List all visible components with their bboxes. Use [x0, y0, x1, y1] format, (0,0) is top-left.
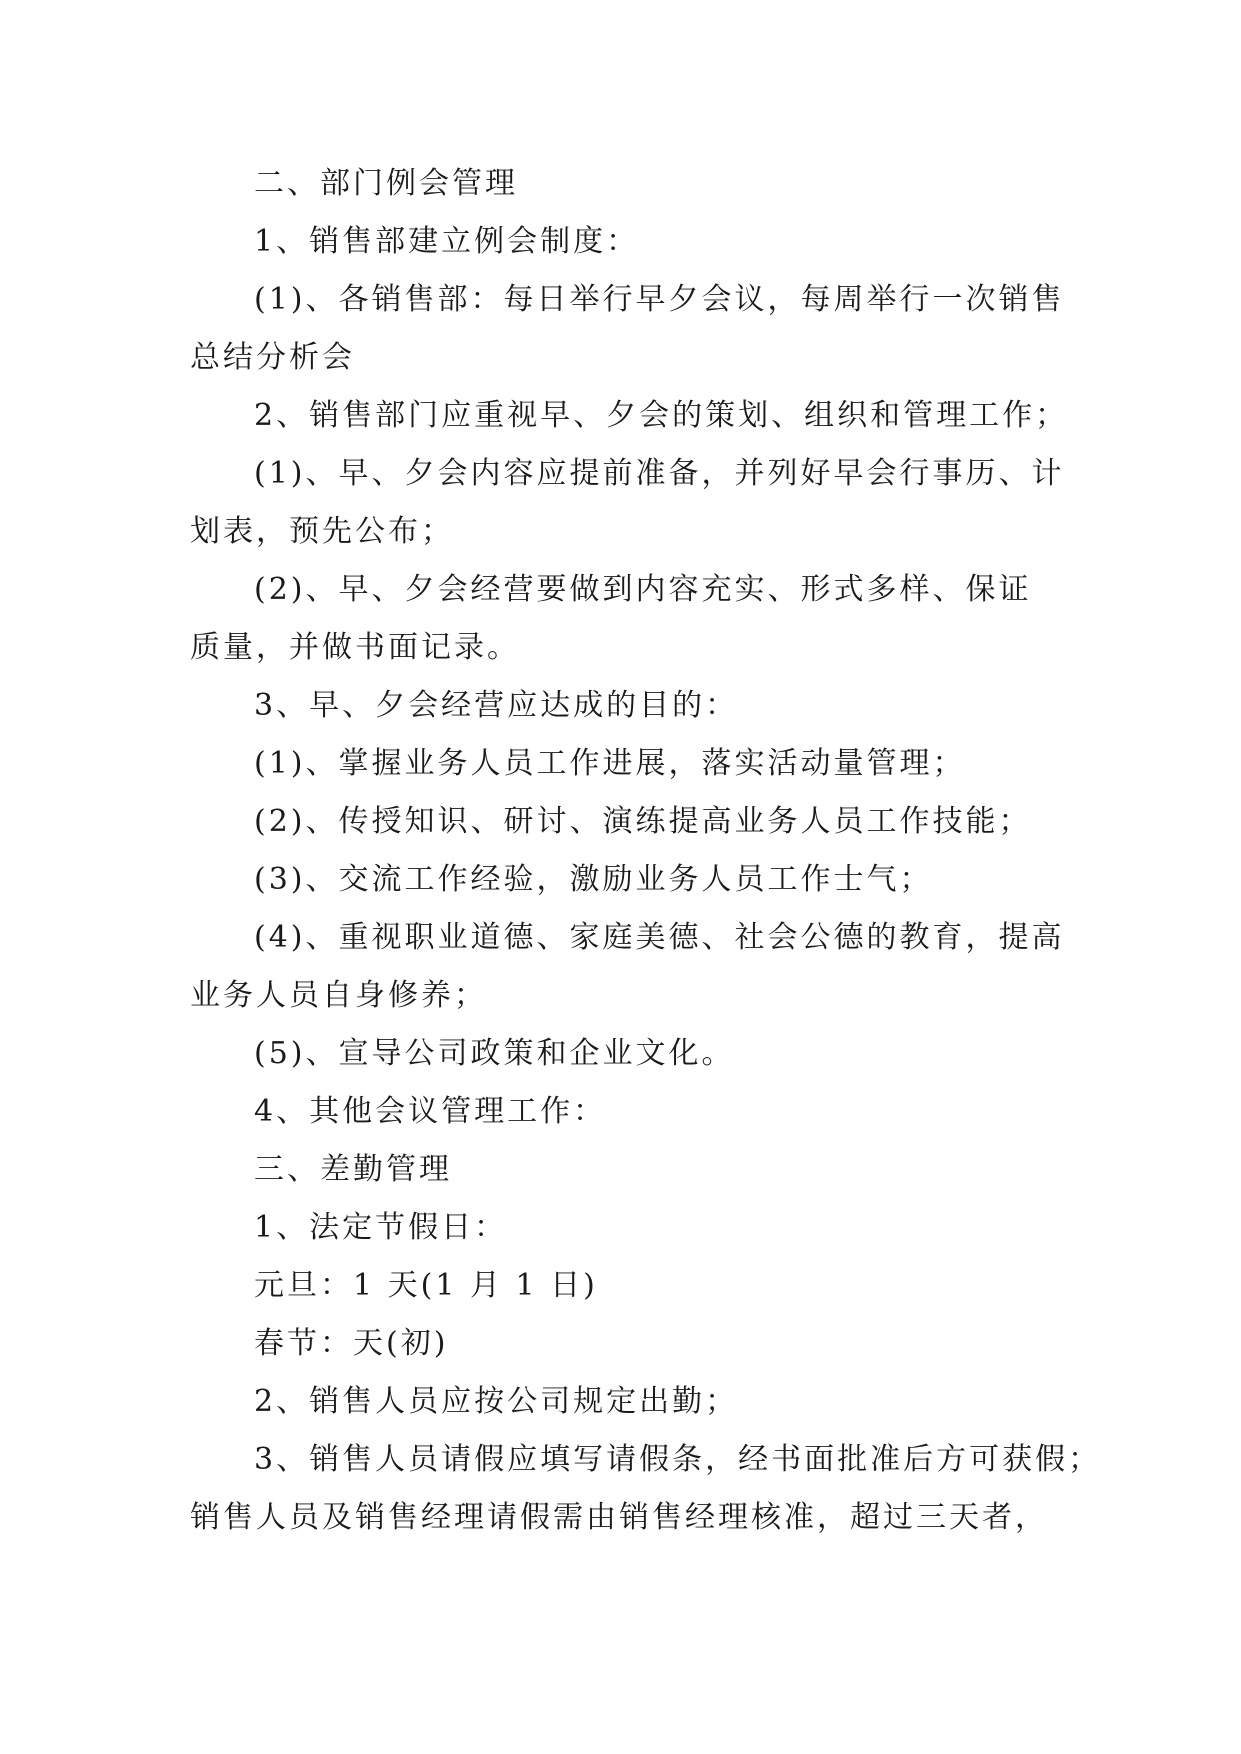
text-line: 元旦：1 天(1 月 1 日)	[254, 1268, 598, 1303]
text-line: 1、销售部建立例会制度：	[254, 224, 640, 259]
text-line: (3)、交流工作经验，激励业务人员工作士气；	[254, 862, 933, 897]
text-line: 总结分析会	[190, 340, 355, 375]
text-line: 质量，并做书面记录。	[190, 630, 520, 665]
text-line: (1)、各销售部：每日举行早夕会议，每周举行一次销售	[254, 282, 1065, 317]
text-line: 销售人员及销售经理请假需由销售经理核准，超过三天者，	[190, 1500, 1048, 1535]
text-line: 业务人员自身修养；	[190, 978, 487, 1013]
section-heading-attendance-management: 三、差勤管理	[254, 1152, 452, 1187]
text-line: (1)、早、夕会内容应提前准备，并列好早会行事历、计	[254, 456, 1065, 491]
text-line: 1、法定节假日：	[254, 1210, 508, 1245]
text-line: 2、销售人员应按公司规定出勤；	[254, 1384, 739, 1419]
text-line: (1)、掌握业务人员工作进展，落实活动量管理；	[254, 746, 966, 781]
text-line: 春节：天(初)	[254, 1326, 449, 1361]
text-line: 3、销售人员请假应填写请假条，经书面批准后方可获假；	[254, 1442, 1102, 1477]
text-line: 4、其他会议管理工作：	[254, 1094, 607, 1129]
text-line: (4)、重视职业道德、家庭美德、社会公德的教育，提高	[254, 920, 1065, 955]
text-line: 2、销售部门应重视早、夕会的策划、组织和管理工作；	[254, 398, 1069, 433]
text-line: 3、早、夕会经营应达成的目的：	[254, 688, 739, 723]
section-heading-meeting-management: 二、部门例会管理	[254, 166, 518, 201]
text-line: 划表，预先公布；	[190, 514, 454, 549]
document-body	[190, 155, 1102, 1547]
text-line: (2)、早、夕会经营要做到内容充实、形式多样、保证	[254, 572, 1032, 607]
text-line: (5)、宣导公司政策和企业文化。	[254, 1036, 735, 1071]
text-line: (2)、传授知识、研讨、演练提高业务人员工作技能；	[254, 804, 1032, 839]
